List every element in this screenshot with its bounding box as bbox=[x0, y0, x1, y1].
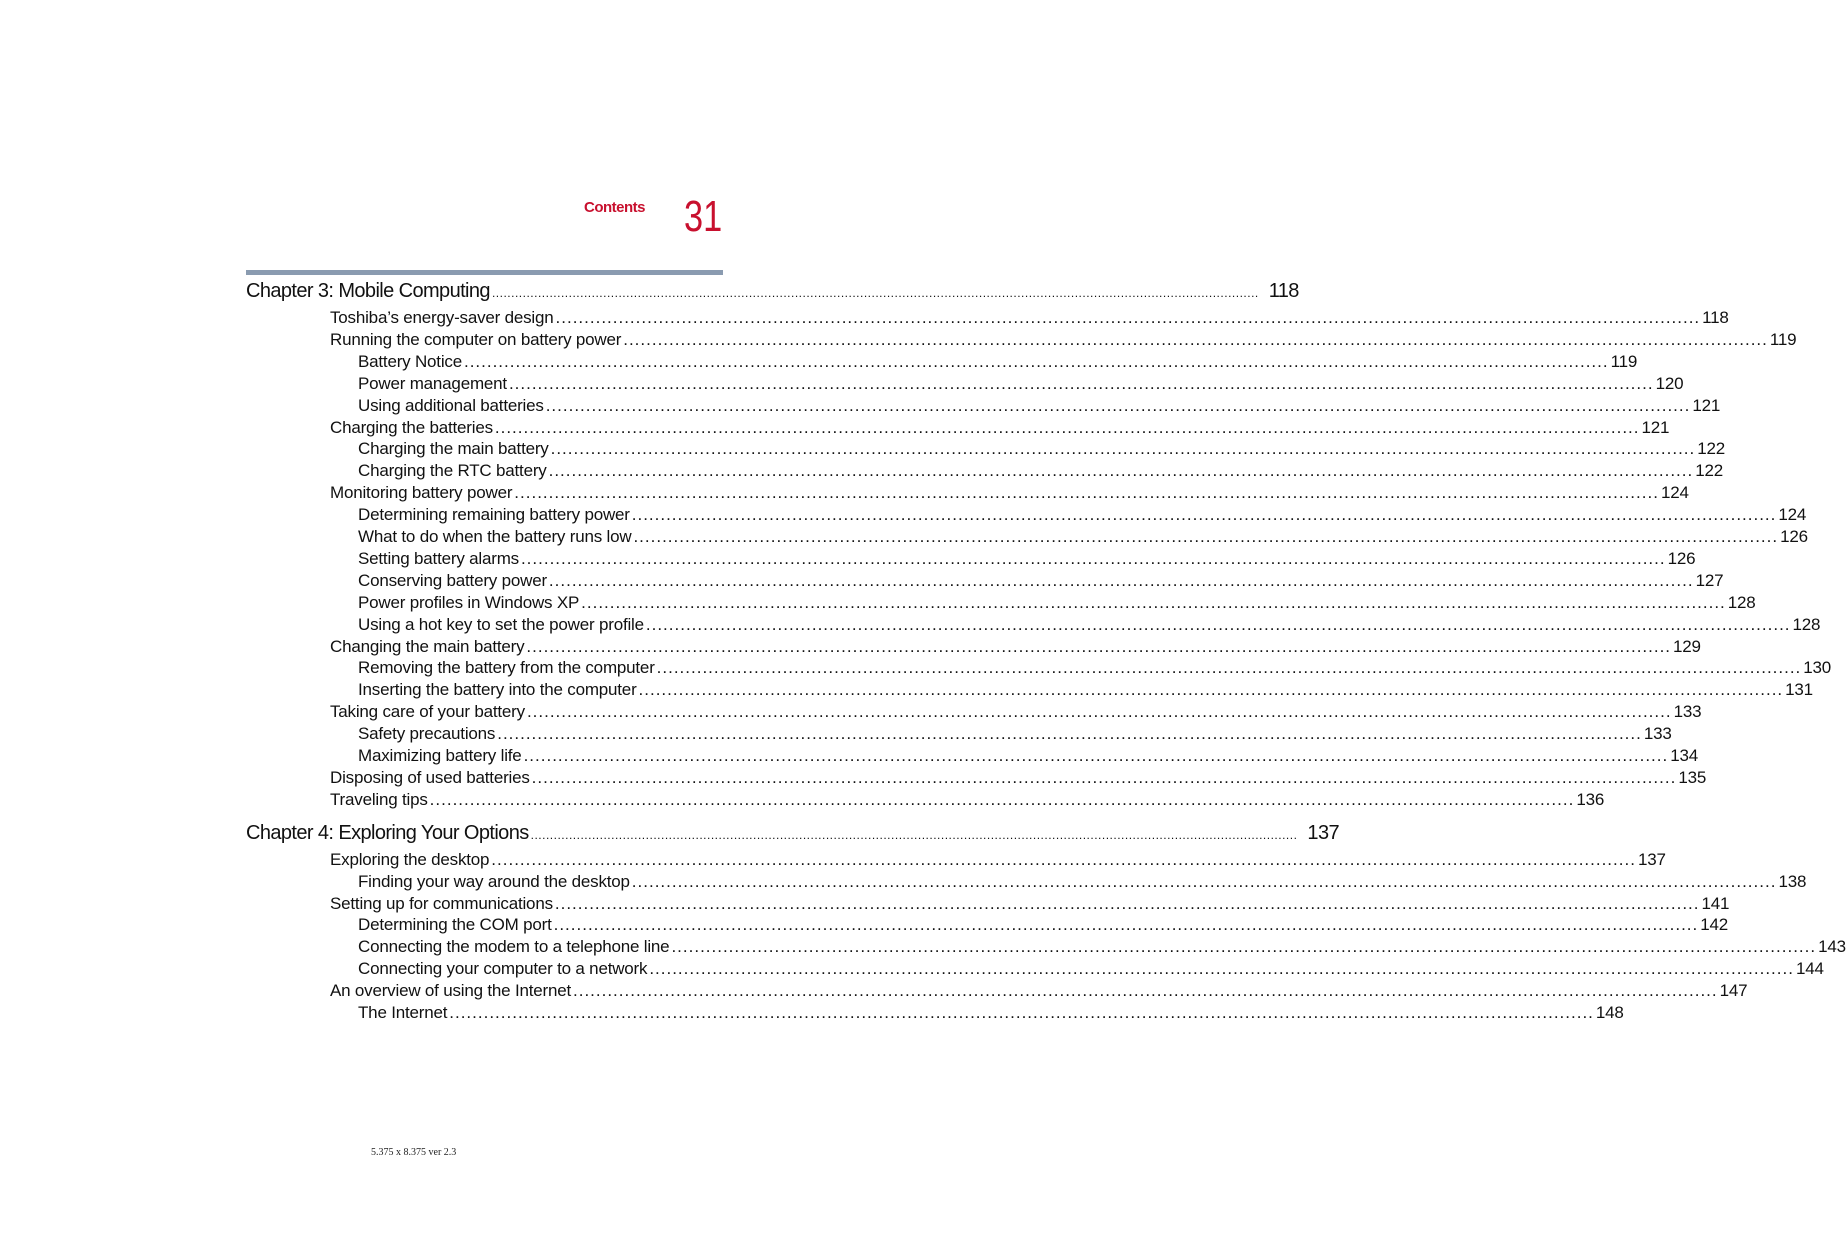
dot-leader: ........................................................................................................................................................................................................ bbox=[553, 915, 1699, 935]
toc-chapter-entry[interactable] bbox=[246, 821, 1339, 850]
dot-leader: ........................................................................................................................................................................................................ bbox=[623, 329, 1768, 349]
toc-entry[interactable] bbox=[358, 1003, 1624, 1025]
toc-entry-title: Using a hot key to set the power profile bbox=[358, 614, 644, 634]
toc-entry[interactable] bbox=[358, 527, 1808, 549]
dot-leader: ........................................................................................................................................................................................................ bbox=[633, 527, 1779, 546]
toc-entry-page: 121 bbox=[1641, 417, 1670, 437]
toc-entry-page: 122 bbox=[1695, 461, 1723, 481]
dot-leader: ........................................................................................................................................................................................................ bbox=[531, 767, 1677, 787]
toc-entry-title: Traveling tips bbox=[330, 789, 428, 809]
toc-entry[interactable] bbox=[330, 849, 1666, 872]
toc-entry-page: 133 bbox=[1643, 724, 1672, 744]
toc-entry-title: Charging the batteries bbox=[330, 417, 493, 437]
toc-entry-page: 126 bbox=[1780, 527, 1808, 546]
dot-leader: ........................................................................................................................................................................................................ bbox=[645, 614, 1791, 634]
toc-entry[interactable] bbox=[358, 680, 1813, 702]
toc-entry-page: 130 bbox=[1803, 658, 1832, 678]
toc-entry[interactable] bbox=[358, 548, 1696, 571]
toc-entry[interactable] bbox=[330, 636, 1701, 659]
footer-note: 5.375 x 8.375 ver 2.3 bbox=[371, 1147, 457, 1158]
toc-entry-title: Using additional batteries bbox=[358, 395, 544, 415]
toc-entry[interactable] bbox=[330, 417, 1670, 440]
dot-leader: ........................................................................................................................................................................................................ bbox=[554, 893, 1700, 913]
toc-entry-page: 119 bbox=[1610, 351, 1638, 371]
toc-entry[interactable] bbox=[358, 658, 1832, 680]
toc-entry-page: 136 bbox=[1576, 789, 1605, 809]
toc-entry-page: 148 bbox=[1595, 1003, 1624, 1022]
dot-leader: ........................................................................................................................................................................................................ bbox=[514, 483, 1659, 503]
toc-entry-page: 138 bbox=[1778, 871, 1807, 891]
toc-entry-title: Running the computer on battery power bbox=[330, 329, 622, 349]
toc-entry-page: 121 bbox=[1692, 395, 1721, 415]
toc-entry[interactable] bbox=[358, 373, 1684, 396]
dot-leader: ........................................................................................................................................................................................................ bbox=[429, 789, 1575, 809]
toc-entry-title: Setting battery alarms bbox=[358, 548, 519, 568]
toc-entry-title: Maximizing battery life bbox=[358, 746, 522, 765]
toc-entry-page: 131 bbox=[1785, 680, 1813, 700]
toc-entry-page: 134 bbox=[1670, 746, 1698, 765]
toc-entry-title: Changing the main battery bbox=[330, 636, 525, 656]
dot-leader: ........................................................................................................................................................................................................ bbox=[581, 592, 1726, 612]
toc-entry[interactable] bbox=[358, 614, 1821, 637]
dot-leader: ........................................................................................................................................................................................................ bbox=[638, 680, 1784, 700]
toc-entry-title: Chapter 3: Mobile Computing bbox=[246, 280, 490, 302]
dot-leader: ........................................................................................................................................................................................................ bbox=[449, 1003, 1594, 1022]
dot-leader: ........................................................................................................................................................................................................ bbox=[548, 461, 1694, 481]
dot-leader: ........................................................................................................................................................................................................ bbox=[631, 871, 1777, 891]
toc-entry[interactable] bbox=[330, 308, 1729, 330]
dot-leader: ........................................................................................................................................................................................................ bbox=[463, 351, 1609, 371]
page-number: 31 bbox=[684, 192, 723, 241]
toc-entry[interactable] bbox=[330, 893, 1730, 916]
running-header-label: Contents bbox=[584, 199, 645, 216]
toc-entry-page: 135 bbox=[1678, 767, 1707, 787]
toc-entry-page: 124 bbox=[1660, 483, 1689, 503]
toc-entry-title: Charging the main battery bbox=[358, 439, 549, 459]
toc-entry-title: Disposing of used batteries bbox=[330, 767, 530, 787]
toc-entry-page: 124 bbox=[1778, 505, 1807, 525]
dot-leader: ........................................................................................................................................................................................................ bbox=[545, 395, 1691, 415]
dot-leader: ........................................................................................................................................................................................................ bbox=[631, 505, 1777, 525]
toc-entry-title: Toshiba’s energy-saver design bbox=[330, 308, 554, 327]
toc-entry-title: Power profiles in Windows XP bbox=[358, 592, 580, 612]
toc-chapter-entry[interactable] bbox=[246, 280, 1299, 308]
dot-leader: ........................................................................................................................................................................................................ bbox=[555, 308, 1701, 327]
toc-entry[interactable] bbox=[358, 724, 1672, 746]
toc-entry-title: Power management bbox=[358, 373, 507, 393]
toc-entry-page: 133 bbox=[1673, 702, 1702, 722]
toc-entry-title: Charging the RTC battery bbox=[358, 461, 547, 481]
toc-entry-page: 128 bbox=[1727, 592, 1756, 612]
dot-leader: ........................................................................................................................................................................................................ bbox=[526, 636, 1672, 656]
dot-leader: ........................................................................................................................................................................................................ bbox=[530, 827, 1298, 842]
toc-entry[interactable] bbox=[358, 959, 1824, 981]
toc-entry-page: 137 bbox=[1307, 821, 1339, 844]
dot-leader: ........................................................................................................................................................................................................ bbox=[494, 417, 1640, 437]
toc-entry-page: 129 bbox=[1673, 636, 1701, 656]
toc-entry-page: 137 bbox=[1637, 849, 1666, 869]
toc-entry-title: Safety precautions bbox=[358, 724, 496, 744]
toc-entry-title: Inserting the battery into the computer bbox=[358, 680, 637, 700]
toc-entry[interactable] bbox=[330, 767, 1707, 790]
toc-entry-page: 141 bbox=[1701, 893, 1730, 913]
dot-leader: ........................................................................................................................................................................................................ bbox=[550, 439, 1696, 459]
toc-entry[interactable] bbox=[358, 746, 1698, 768]
toc-entry-page: 147 bbox=[1719, 981, 1748, 1001]
toc-entry-page: 144 bbox=[1795, 959, 1824, 979]
toc-entry[interactable] bbox=[330, 981, 1748, 1003]
toc-entry-title: Finding your way around the desktop bbox=[358, 871, 630, 891]
toc-entry-title: Conserving battery power bbox=[358, 570, 547, 590]
dot-leader: ........................................................................................................................................................................................................ bbox=[497, 724, 1642, 744]
dot-leader: ........................................................................................................................................................................................................ bbox=[671, 937, 1817, 957]
dot-leader: ........................................................................................................................................................................................................ bbox=[491, 849, 1636, 869]
toc-entry[interactable] bbox=[358, 395, 1721, 418]
dot-leader: ........................................................................................................................................................................................................ bbox=[491, 286, 1259, 300]
toc-entry[interactable] bbox=[358, 439, 1726, 461]
dot-leader: ........................................................................................................................................................................................................ bbox=[649, 959, 1794, 979]
toc-entry-page: 143 bbox=[1818, 937, 1846, 957]
toc-entry-page: 119 bbox=[1769, 329, 1797, 349]
toc-entry-title: Chapter 4: Exploring Your Options bbox=[246, 821, 529, 844]
toc-entry[interactable] bbox=[330, 329, 1797, 352]
toc-entry-title: Determining remaining battery power bbox=[358, 505, 630, 525]
toc-entry-page: 126 bbox=[1667, 548, 1696, 568]
dot-leader: ........................................................................................................................................................................................................ bbox=[523, 746, 1669, 765]
toc-entry-title: Determining the COM port bbox=[358, 915, 552, 935]
toc-entry-title: Monitoring battery power bbox=[330, 483, 513, 503]
toc-entry-page: 142 bbox=[1700, 915, 1729, 935]
toc-entry[interactable] bbox=[358, 505, 1807, 527]
dot-leader: ........................................................................................................................................................................................................ bbox=[573, 981, 1718, 1001]
dot-leader: ........................................................................................................................................................................................................ bbox=[548, 570, 1694, 590]
toc-entry-title: The Internet bbox=[358, 1003, 448, 1022]
toc-entry-page: 122 bbox=[1697, 439, 1726, 459]
toc-entry[interactable] bbox=[358, 351, 1638, 374]
toc-entry-title: What to do when the battery runs low bbox=[358, 527, 632, 546]
toc-entry[interactable] bbox=[330, 483, 1689, 505]
toc-entry[interactable] bbox=[358, 915, 1729, 937]
dot-leader: ........................................................................................................................................................................................................ bbox=[526, 702, 1672, 722]
toc-entry-title: Exploring the desktop bbox=[330, 849, 490, 869]
dot-leader: ........................................................................................................................................................................................................ bbox=[656, 658, 1802, 678]
toc-entry-title: Setting up for communications bbox=[330, 893, 553, 913]
toc-entry-page: 118 bbox=[1702, 308, 1729, 327]
dot-leader: ........................................................................................................................................................................................................ bbox=[508, 373, 1654, 393]
toc-entry-page: 120 bbox=[1655, 373, 1684, 393]
toc-entry-title: An overview of using the Internet bbox=[330, 981, 571, 1001]
toc-entry[interactable] bbox=[358, 461, 1723, 483]
toc-entry-title: Connecting the modem to a telephone line bbox=[358, 937, 670, 957]
toc-entry-title: Connecting your computer to a network bbox=[358, 959, 648, 979]
dot-leader: ........................................................................................................................................................................................................ bbox=[520, 548, 1666, 568]
toc-entry[interactable] bbox=[358, 871, 1807, 894]
toc-entry[interactable] bbox=[330, 702, 1702, 724]
toc-entry-title: Removing the battery from the computer bbox=[358, 658, 655, 678]
toc-entry-page: 118 bbox=[1268, 280, 1299, 302]
toc-entry[interactable] bbox=[358, 592, 1756, 615]
toc-entry-page: 128 bbox=[1792, 614, 1821, 634]
toc-entry[interactable] bbox=[358, 937, 1846, 959]
toc-entry-page: 127 bbox=[1695, 570, 1724, 590]
toc-entry[interactable] bbox=[330, 789, 1605, 812]
toc-entry[interactable] bbox=[358, 570, 1724, 593]
toc-entry-title: Taking care of your battery bbox=[330, 702, 525, 722]
toc-entry-title: Battery Notice bbox=[358, 351, 462, 371]
